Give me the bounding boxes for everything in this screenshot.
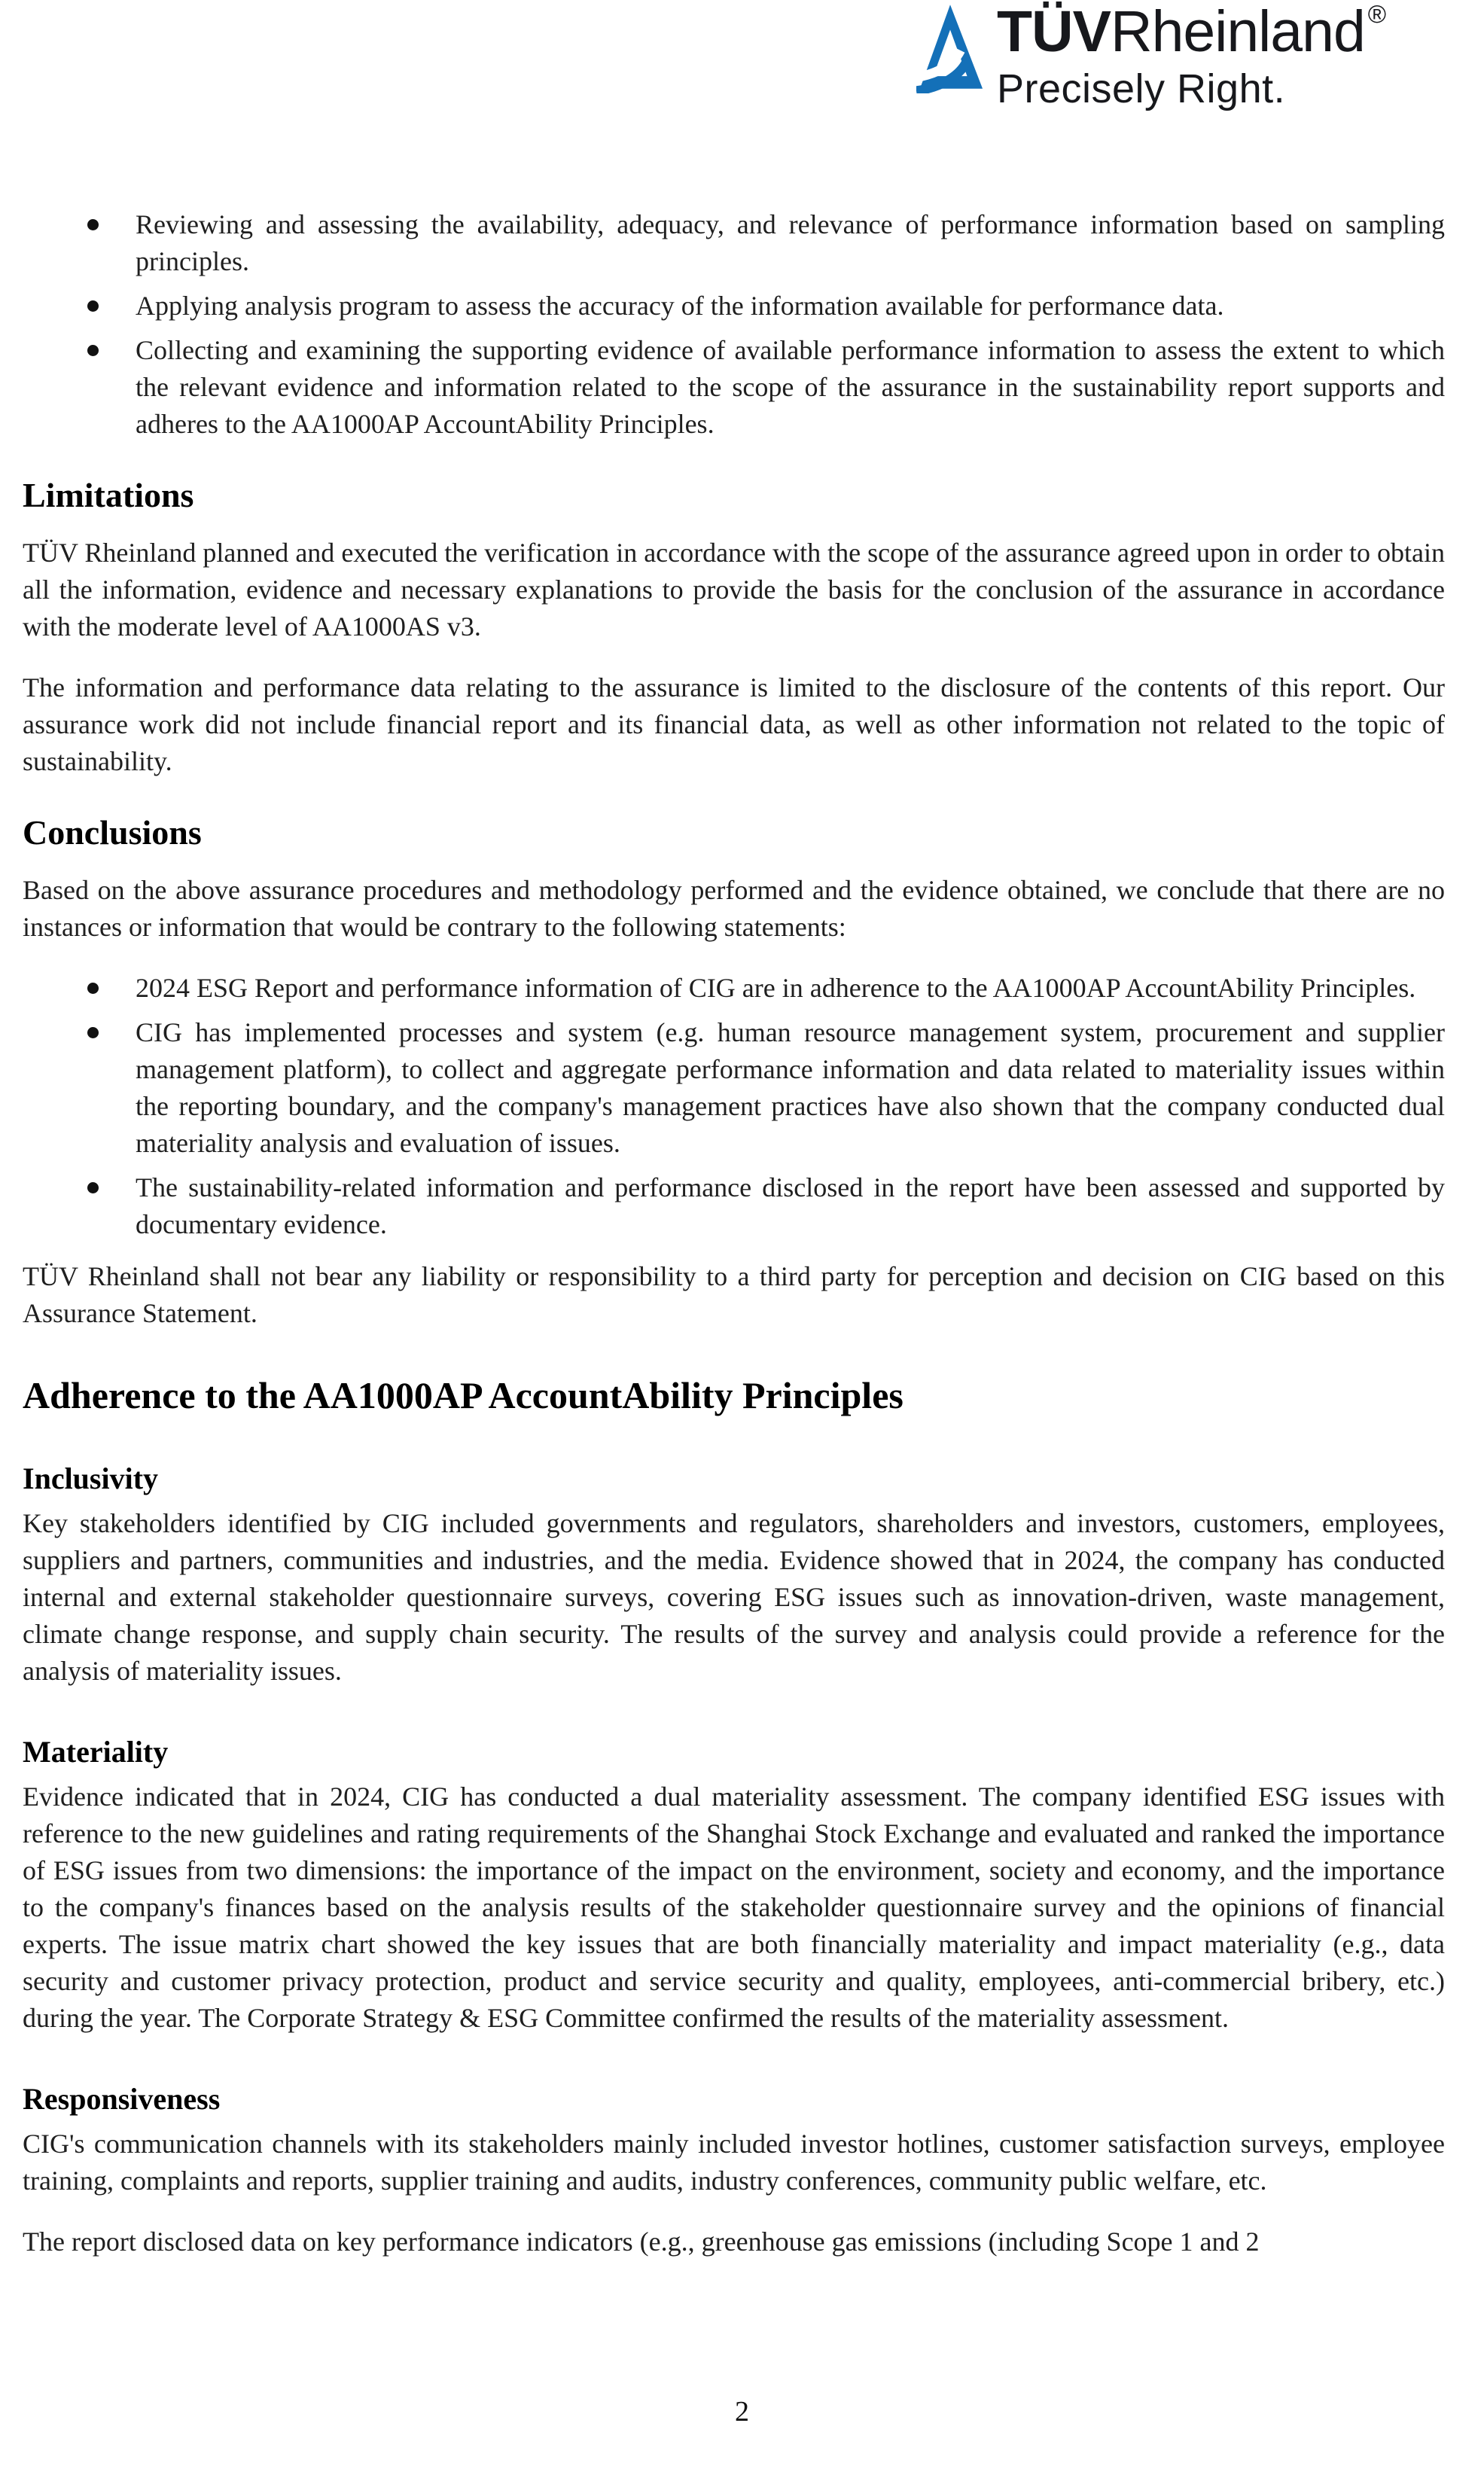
liability-disclaimer-paragraph: TÜV Rheinland shall not bear any liability or responsibility to a third party for perception and decision on CIG based on this Assurance Statement. (23, 1261, 1445, 1328)
list-item (136, 288, 1445, 325)
page-number: 2 (735, 2396, 749, 2428)
list-item-text: The sustainability-related information and performance disclosed in the report have been assessed and supported by documentary evidence. (136, 1172, 1445, 1239)
list-item (136, 970, 1445, 1007)
list-item-text: 2024 ESG Report and performance information of CIG are in adherence to the AA1000AP AccountAbility Principles. (136, 973, 1416, 1003)
list-item (136, 206, 1445, 280)
adherence-heading: Adherence to the AA1000AP AccountAbility Principles (23, 1374, 904, 1416)
list-item (136, 1014, 1445, 1162)
inclusivity-paragraph: Key stakeholders identified by CIG included governments and regulators, shareholders and investors, customers, employees, suppliers and partners, communities and industries, and the media. Evidence showed that in 2024, the company has conducted internal and external stakeholder questionnaire surveys, covering ESG issues such as innovation-driven, waste management, climate change response, and supply chain security. The results of the survey and analysis could provide a reference for the analysis of materiality issues. (23, 1508, 1445, 1686)
registered-trademark-icon: ® (1367, 0, 1386, 28)
responsiveness-paragraph-1: CIG's communication channels with its stakeholders mainly included investor hotlines, customer satisfaction surveys, employee training, complaints and reports, supplier training and audits, industry conferences, community public welfare, etc. (23, 2129, 1445, 2196)
bullet-icon (87, 1182, 99, 1193)
materiality-paragraph: Evidence indicated that in 2024, CIG has conducted a dual materiality assessment. The company identified ESG issues with reference to the new guidelines and rating requirements of the Shanghai Stock Exchange and evaluated and ranked the importance of ESG issues from two dimensions: the importance of the impact on the environment, society and economy, and the importance to the company's finances based on the analysis results of the stakeholder questionnaire survey and the opinions of financial experts. The issue matrix chart showed the key issues that are both financially materiality and impact materiality (e.g., data security and customer privacy protection, product and service security and quality, employees, anti-commercial bribery, etc.) during the year. The Corporate Strategy & ESG Committee confirmed the results of the materiality assessment. (23, 1782, 1445, 2033)
list-item (136, 1169, 1445, 1243)
list-item-text: Applying analysis program to assess the accuracy of the information available for performance data. (136, 291, 1224, 321)
tuv-rheinland-logo (916, 0, 1386, 111)
materiality-heading: Materiality (23, 1735, 169, 1769)
bullet-icon (87, 345, 99, 356)
limitations-paragraph-2: The information and performance data relating to the assurance is limited to the disclosure of the contents of this report. Our assurance work did not include financial report and its financial data, as well as other information not related to the topic of sustainability. (23, 672, 1445, 776)
logo-text (997, 0, 1386, 111)
conclusions-list (23, 970, 1445, 1243)
list-item-text: Reviewing and assessing the availability, adequacy, and relevance of performance information based on sampling principles. (136, 209, 1445, 276)
logo-brand-bold: TÜV (997, 0, 1111, 64)
limitations-paragraph-1: TÜV Rheinland planned and executed the verification in accordance with the scope of the assurance agreed upon in order to obtain all the information, evidence and necessary explanations to provide the basis for the conclusion of the assurance in accordance with the moderate level of AA1000AS v3. (23, 538, 1445, 642)
list-item-text: Collecting and examining the supporting evidence of available performance information to assess the extent to which the relevant evidence and information related to the scope of the assurance in the sustainability report supports and adheres to the AA1000AP AccountAbility Principles. (136, 335, 1445, 439)
page-header (23, 0, 1445, 137)
responsiveness-paragraph-2: The report disclosed data on key performance indicators (e.g., greenhouse gas emissions (including Scope 1 and 2 (23, 2226, 1260, 2257)
logo-brand-regular: Rheinland (1111, 0, 1365, 64)
logo-wordmark (997, 0, 1386, 64)
tuv-triangle-logo-icon (916, 3, 984, 93)
conclusions-heading: Conclusions (23, 813, 202, 852)
bullet-icon (87, 300, 99, 312)
document-body (23, 206, 1445, 2260)
limitations-heading: Limitations (23, 476, 194, 514)
conclusions-lead-paragraph: Based on the above assurance procedures and methodology performed and the evidence obtained, we conclude that there are no instances or information that would be contrary to the following statements: (23, 875, 1445, 942)
bullet-icon (87, 219, 99, 230)
logo-tagline: Precisely Right. (997, 66, 1286, 111)
assurance-procedures-list (23, 206, 1445, 443)
inclusivity-heading: Inclusivity (23, 1461, 159, 1495)
list-item-text: CIG has implemented processes and system (e.g. human resource management system, procurement and supplier management platform), to collect and aggregate performance information and data related to materiality issues within the reporting boundary, and the company's management practices have also shown that the company conducted dual materiality analysis and evaluation of issues. (136, 1017, 1445, 1158)
bullet-icon (87, 983, 99, 994)
list-item (136, 332, 1445, 443)
responsiveness-heading: Responsiveness (23, 2082, 221, 2116)
bullet-icon (87, 1027, 99, 1038)
